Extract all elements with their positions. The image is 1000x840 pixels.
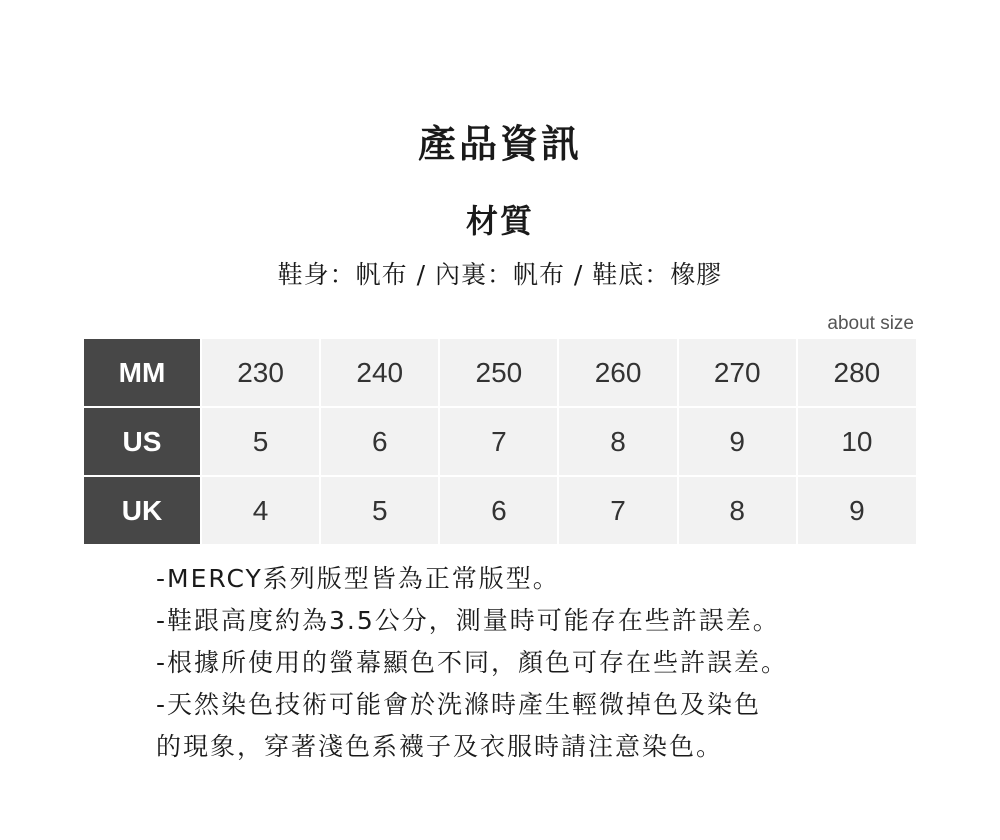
note-line: -鞋跟高度約為3.5公分，測量時可能存在些許誤差。: [156, 606, 780, 635]
size-cell: 8: [558, 407, 677, 476]
size-chart-table: [84, 339, 916, 544]
note-line: -根據所使用的螢幕顯色不同，顏色可存在些許誤差。: [156, 648, 789, 677]
size-cell: 6: [439, 476, 558, 544]
size-cell: 230: [201, 339, 320, 407]
row-header-uk: UK: [84, 476, 201, 544]
note-line: -MERCY系列版型皆為正常版型。: [156, 564, 560, 593]
size-cell: 250: [439, 339, 558, 407]
size-cell: 10: [797, 407, 916, 476]
note-line: -天然染色技術可能會於洗滌時產生輕微掉色及染色: [156, 690, 762, 719]
size-row-mm: [84, 339, 916, 407]
size-cell: 4: [201, 476, 320, 544]
size-cell: 260: [558, 339, 677, 407]
size-cell: 7: [558, 476, 677, 544]
size-cell: 9: [797, 476, 916, 544]
size-chart-note: about size: [827, 313, 914, 334]
size-cell: 270: [678, 339, 797, 407]
size-cell: 8: [678, 476, 797, 544]
page-title: 產品資訊: [417, 122, 582, 166]
material-description: 鞋身：帆布 / 內裏：帆布 / 鞋底：橡膠: [277, 260, 723, 289]
size-cell: 240: [320, 339, 439, 407]
note-line: 的現象，穿著淺色系襪子及衣服時請注意染色。: [156, 732, 724, 761]
size-cell: 9: [678, 407, 797, 476]
size-row-us: [84, 407, 916, 476]
row-header-us: US: [84, 407, 201, 476]
size-row-uk: [84, 476, 916, 544]
size-cell: 5: [201, 407, 320, 476]
size-cell: 280: [797, 339, 916, 407]
row-header-mm: MM: [84, 339, 201, 407]
size-cell: 6: [320, 407, 439, 476]
product-notes: [156, 558, 856, 768]
size-cell: 7: [439, 407, 558, 476]
size-cell: 5: [320, 476, 439, 544]
material-heading: 材質: [465, 202, 534, 240]
